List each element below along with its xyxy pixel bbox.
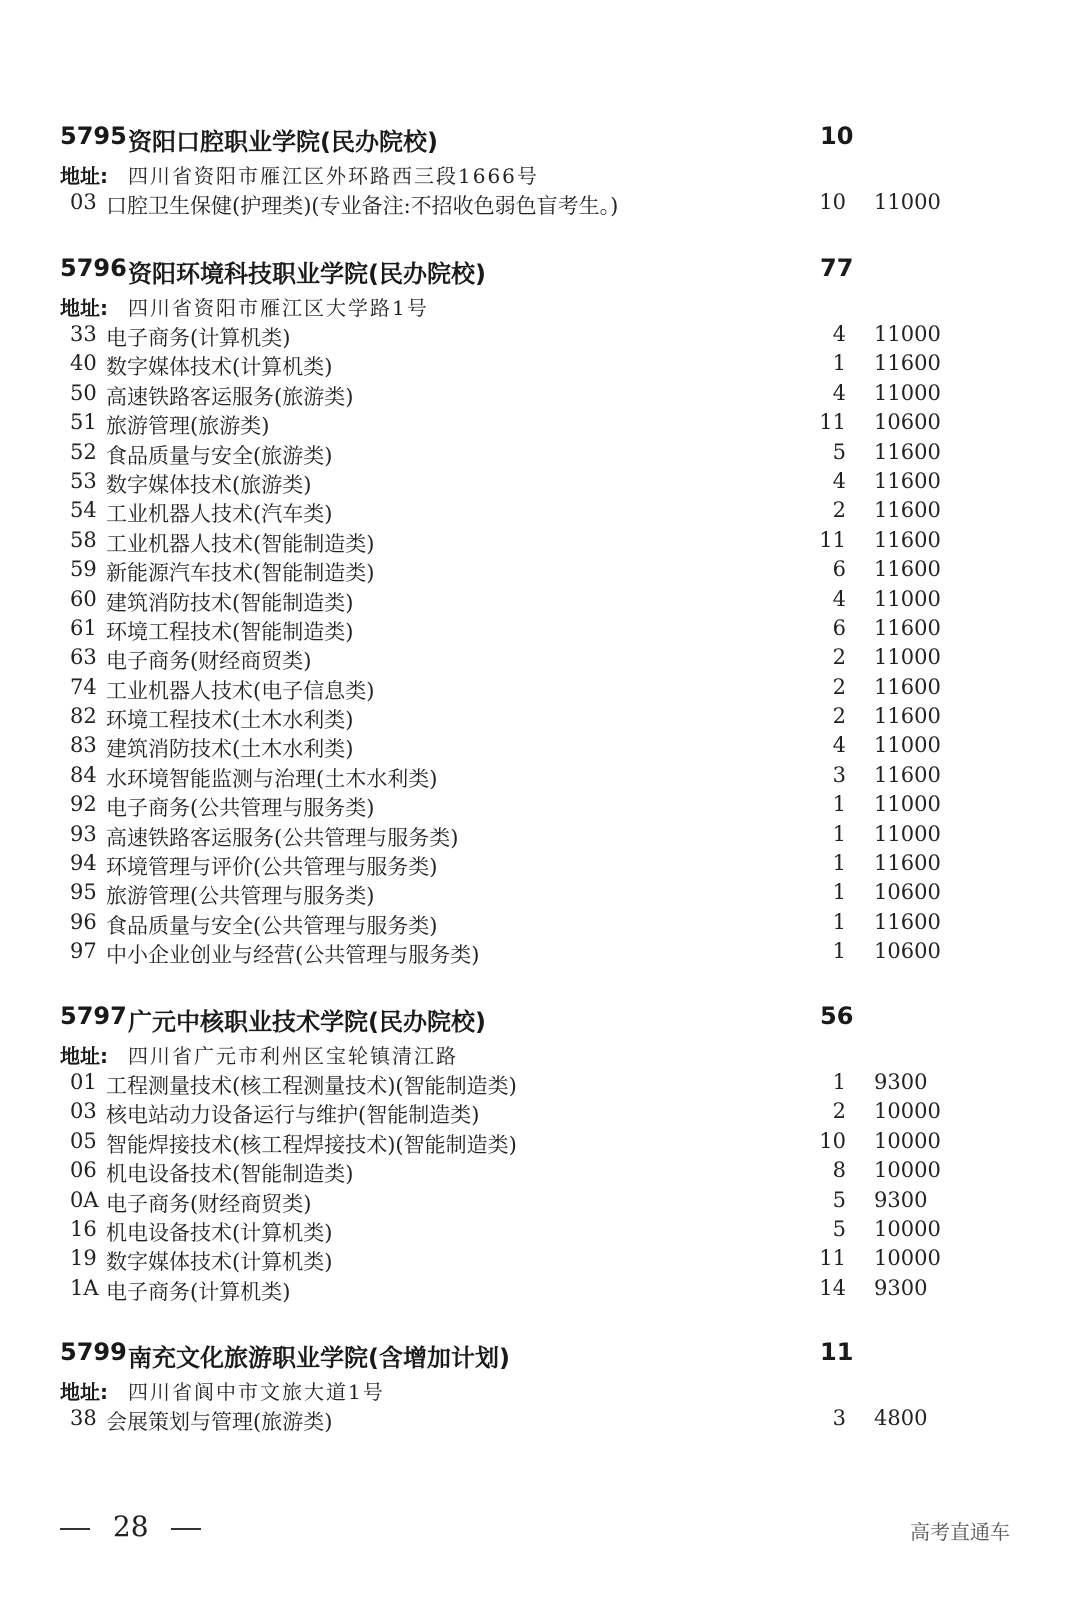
major-row — [0, 1156, 1080, 1185]
major-count: 10 — [819, 1128, 846, 1153]
major-row — [0, 614, 1080, 643]
major-count: 11 — [819, 1246, 846, 1271]
school-name: 资阳口腔职业学院(民办院校) — [128, 128, 438, 156]
major-name: 数字媒体技术(计算机类) — [106, 1250, 333, 1275]
major-name: 高速铁路客运服务(旅游类) — [106, 384, 354, 409]
address-label: 地址: — [60, 296, 108, 320]
major-fee: 11600 — [874, 674, 941, 699]
major-fee: 11600 — [874, 527, 941, 552]
page-number — [60, 1510, 201, 1543]
major-row — [0, 496, 1080, 525]
major-fee: 11600 — [874, 909, 941, 934]
major-name: 机电设备技术(计算机类) — [106, 1220, 333, 1245]
major-count: 5 — [832, 439, 846, 464]
major-name: 环境工程技术(智能制造类) — [106, 619, 354, 644]
school-section — [0, 122, 1080, 217]
major-fee: 11000 — [874, 733, 941, 758]
major-row — [0, 188, 1080, 217]
major-fee: 11600 — [874, 762, 941, 787]
major-name: 电子商务(计算机类) — [106, 326, 291, 350]
major-row — [0, 585, 1080, 614]
major-count: 2 — [832, 498, 846, 523]
major-count: 1 — [832, 792, 846, 817]
major-fee: 11600 — [874, 498, 941, 523]
major-count: 4 — [832, 733, 846, 758]
major-count: 14 — [819, 1275, 846, 1300]
major-count: 4 — [832, 380, 846, 405]
address-label: 地址: — [60, 164, 108, 188]
major-count: 6 — [832, 557, 846, 582]
major-row — [0, 643, 1080, 672]
major-count: 1 — [832, 351, 846, 376]
major-row — [0, 1068, 1080, 1097]
major-fee: 11600 — [874, 615, 941, 640]
major-count: 4 — [832, 468, 846, 493]
major-code: 92 — [70, 792, 97, 817]
major-row — [0, 878, 1080, 907]
major-name: 电子商务(财经商贸类) — [106, 1191, 312, 1216]
major-fee: 11000 — [874, 792, 941, 817]
major-count: 6 — [832, 615, 846, 640]
major-fee: 11600 — [874, 704, 941, 729]
major-name: 建筑消防技术(土木水利类) — [106, 737, 354, 762]
major-row — [0, 761, 1080, 790]
major-count: 2 — [832, 1099, 846, 1124]
major-fee: 11600 — [874, 468, 941, 493]
dash-left — [60, 1528, 90, 1530]
major-count: 3 — [832, 762, 846, 787]
school-code: 5797 — [60, 1002, 127, 1030]
major-count: 5 — [832, 1216, 846, 1241]
major-row — [0, 673, 1080, 702]
major-name: 食品质量与安全(旅游类) — [106, 443, 333, 468]
address-label: 地址: — [60, 1044, 108, 1068]
major-fee: 10000 — [874, 1246, 941, 1271]
major-code: 33 — [70, 322, 97, 346]
major-code: 59 — [70, 557, 97, 582]
major-count: 5 — [832, 1187, 846, 1212]
major-count: 1 — [832, 909, 846, 934]
major-row — [0, 820, 1080, 849]
major-count: 4 — [832, 586, 846, 611]
major-name: 高速铁路客运服务(公共管理与服务类) — [106, 825, 459, 850]
school-code: 5796 — [60, 254, 127, 282]
major-code: 74 — [70, 674, 97, 699]
major-count: 1 — [832, 851, 846, 876]
major-row — [0, 908, 1080, 937]
address-label: 地址: — [60, 1380, 108, 1404]
major-count: 11 — [819, 527, 846, 552]
major-code: 84 — [70, 762, 97, 787]
major-fee: 11600 — [874, 439, 941, 464]
address-text: 四川省阆中市文旅大道1号 — [128, 1380, 385, 1404]
major-name: 建筑消防技术(智能制造类) — [106, 590, 354, 615]
major-row — [0, 849, 1080, 878]
major-fee: 10600 — [874, 880, 941, 905]
major-name: 工业机器人技术(汽车类) — [106, 502, 333, 527]
school-total: 10 — [820, 122, 854, 150]
school-name: 资阳环境科技职业学院(民办院校) — [128, 260, 486, 288]
major-code: 0A — [70, 1187, 99, 1212]
major-code: 51 — [70, 410, 97, 435]
school-total: 77 — [820, 254, 854, 282]
major-fee: 11600 — [874, 351, 941, 376]
major-name: 智能焊接技术(核工程焊接技术)(智能制造类) — [106, 1132, 517, 1157]
major-count: 4 — [832, 322, 846, 346]
major-code: 61 — [70, 615, 97, 640]
school-header — [0, 1338, 1080, 1374]
major-row — [0, 1244, 1080, 1273]
major-fee: 10000 — [874, 1099, 941, 1124]
major-code: 06 — [70, 1158, 97, 1183]
major-name: 电子商务(计算机类) — [106, 1279, 291, 1304]
major-fee: 10600 — [874, 939, 941, 964]
major-fee: 9300 — [874, 1070, 928, 1094]
major-fee: 11000 — [874, 380, 941, 405]
school-address — [0, 158, 1080, 188]
major-row — [0, 702, 1080, 731]
major-code: 53 — [70, 468, 97, 493]
major-code: 63 — [70, 645, 97, 670]
school-code: 5795 — [60, 122, 127, 150]
major-row — [0, 937, 1080, 966]
major-name: 水环境智能监测与治理(土木水利类) — [106, 766, 438, 791]
major-row — [0, 790, 1080, 819]
major-code: 58 — [70, 527, 97, 552]
major-code: 03 — [70, 190, 97, 214]
major-fee: 11000 — [874, 586, 941, 611]
major-name: 中小企业创业与经营(公共管理与服务类) — [106, 943, 480, 968]
address-text: 四川省广元市利州区宝轮镇清江路 — [128, 1044, 458, 1068]
major-name: 新能源汽车技术(智能制造类) — [106, 561, 375, 586]
major-code: 19 — [70, 1246, 97, 1271]
school-header — [0, 122, 1080, 158]
major-code: 05 — [70, 1128, 97, 1153]
major-name: 食品质量与安全(公共管理与服务类) — [106, 913, 438, 938]
major-name: 工业机器人技术(智能制造类) — [106, 531, 375, 556]
address-text: 四川省资阳市雁江区大学路1号 — [128, 296, 429, 320]
major-count: 3 — [832, 1406, 846, 1430]
major-row — [0, 349, 1080, 378]
major-row — [0, 379, 1080, 408]
school-address — [0, 1374, 1080, 1404]
major-row — [0, 1097, 1080, 1126]
major-row — [0, 408, 1080, 437]
major-code: 94 — [70, 851, 97, 876]
major-name: 数字媒体技术(旅游类) — [106, 472, 312, 497]
major-code: 52 — [70, 439, 97, 464]
school-header — [0, 1002, 1080, 1038]
major-fee: 11000 — [874, 190, 941, 214]
major-fee: 10000 — [874, 1128, 941, 1153]
major-code: 60 — [70, 586, 97, 611]
major-row — [0, 1215, 1080, 1244]
major-row — [0, 1186, 1080, 1215]
major-row — [0, 526, 1080, 555]
major-count: 1 — [832, 821, 846, 846]
major-name: 工程测量技术(核工程测量技术)(智能制造类) — [106, 1074, 517, 1098]
major-code: 96 — [70, 909, 97, 934]
major-code: 03 — [70, 1099, 97, 1124]
major-row — [0, 467, 1080, 496]
page-number-text: 28 — [112, 1510, 149, 1543]
major-count: 8 — [832, 1158, 846, 1183]
major-fee: 10000 — [874, 1216, 941, 1241]
school-code: 5799 — [60, 1338, 127, 1366]
school-address — [0, 290, 1080, 320]
major-name: 数字媒体技术(计算机类) — [106, 355, 333, 380]
major-row — [0, 1404, 1080, 1433]
major-code: 38 — [70, 1406, 97, 1430]
major-name: 环境管理与评价(公共管理与服务类) — [106, 855, 438, 880]
major-code: 93 — [70, 821, 97, 846]
address-text: 四川省资阳市雁江区外环路西三段1666号 — [128, 164, 539, 188]
major-name: 电子商务(财经商贸类) — [106, 649, 312, 674]
major-name: 旅游管理(公共管理与服务类) — [106, 884, 375, 909]
major-code: 82 — [70, 704, 97, 729]
major-code: 01 — [70, 1070, 97, 1094]
major-fee: 9300 — [874, 1275, 928, 1300]
school-section — [0, 1338, 1080, 1433]
major-name: 环境工程技术(土木水利类) — [106, 708, 354, 733]
major-count: 1 — [832, 939, 846, 964]
major-fee: 11000 — [874, 821, 941, 846]
major-fee: 9300 — [874, 1187, 928, 1212]
major-count: 1 — [832, 880, 846, 905]
major-name: 会展策划与管理(旅游类) — [106, 1410, 333, 1434]
major-count: 11 — [819, 410, 846, 435]
school-name: 南充文化旅游职业学院(含增加计划) — [128, 1344, 510, 1372]
major-name: 旅游管理(旅游类) — [106, 414, 270, 439]
major-code: 95 — [70, 880, 97, 905]
major-row — [0, 1127, 1080, 1156]
major-name: 工业机器人技术(电子信息类) — [106, 678, 375, 703]
major-count: 1 — [832, 1070, 846, 1094]
major-name: 核电站动力设备运行与维护(智能制造类) — [106, 1103, 480, 1128]
major-code: 16 — [70, 1216, 97, 1241]
school-address — [0, 1038, 1080, 1068]
major-fee: 4800 — [874, 1406, 928, 1430]
watermark-text: 高考直通车 — [910, 1520, 1010, 1544]
major-name: 口腔卫生保健(护理类)(专业备注:不招收色弱色盲考生。) — [106, 194, 619, 218]
major-count: 2 — [832, 674, 846, 699]
major-fee: 11600 — [874, 851, 941, 876]
dash-right — [171, 1528, 201, 1530]
major-code: 97 — [70, 939, 97, 964]
major-fee: 11600 — [874, 557, 941, 582]
major-code: 54 — [70, 498, 97, 523]
major-row — [0, 1274, 1080, 1303]
major-name: 机电设备技术(智能制造类) — [106, 1162, 354, 1187]
major-fee: 11000 — [874, 322, 941, 346]
major-fee: 11000 — [874, 645, 941, 670]
major-row — [0, 438, 1080, 467]
major-row — [0, 731, 1080, 760]
major-code: 40 — [70, 351, 97, 376]
major-count: 2 — [832, 645, 846, 670]
major-code: 50 — [70, 380, 97, 405]
school-header — [0, 254, 1080, 290]
major-code: 1A — [70, 1275, 99, 1300]
school-total: 56 — [820, 1002, 854, 1030]
major-fee: 10000 — [874, 1158, 941, 1183]
major-name: 电子商务(公共管理与服务类) — [106, 796, 375, 821]
major-row — [0, 320, 1080, 349]
school-total: 11 — [820, 1338, 854, 1366]
major-code: 83 — [70, 733, 97, 758]
major-row — [0, 555, 1080, 584]
school-section — [0, 1002, 1080, 1303]
school-name: 广元中核职业技术学院(民办院校) — [128, 1008, 486, 1036]
major-fee: 10600 — [874, 410, 941, 435]
major-count: 2 — [832, 704, 846, 729]
school-section — [0, 254, 1080, 967]
major-count: 10 — [819, 190, 846, 214]
